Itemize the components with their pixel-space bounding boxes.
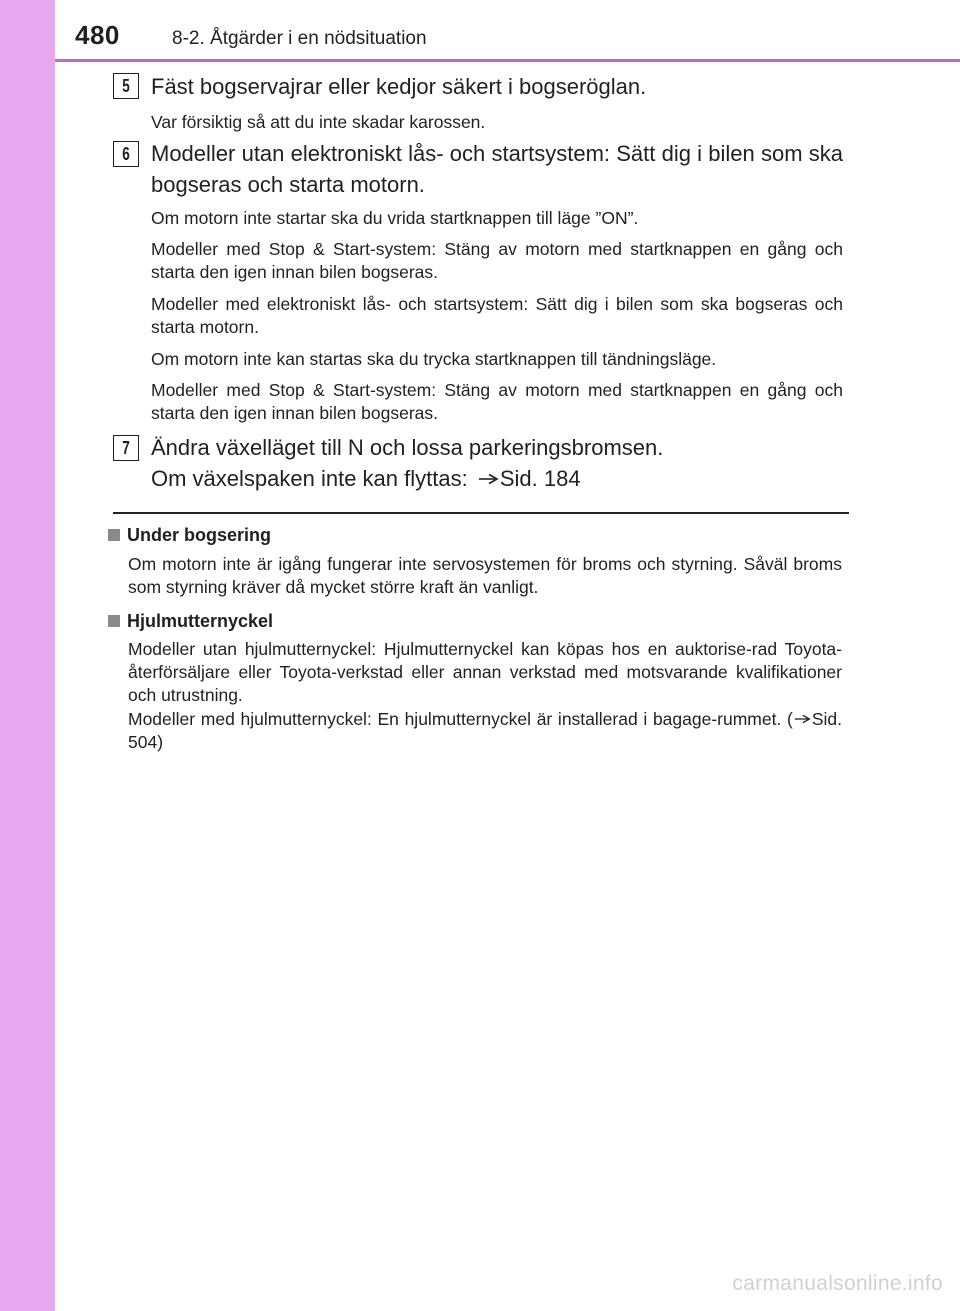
step-note: Modeller med Stop & Start-system: Stäng av motorn med startknappen en gång och starta den igen innan bilen bogseras. [151, 380, 843, 423]
page-number: 480 [75, 20, 120, 50]
arrow-right-icon [794, 714, 811, 724]
step-number-box [113, 141, 139, 167]
note-paragraph [128, 708, 842, 754]
step-note: Om motorn inte kan startas ska du trycka startknappen till tändningsläge. [151, 349, 717, 369]
arrow-right-icon [478, 473, 499, 485]
section-divider [113, 512, 849, 514]
step-number-box [113, 73, 139, 99]
page-reference-link[interactable]: Sid. 504 [128, 708, 842, 752]
section-title: 8-2. Åtgärder i en nödsituation [172, 28, 427, 49]
step-title: Fäst bogservajrar eller kedjor säkert i bogseröglan. [151, 74, 647, 99]
header-rule [55, 59, 960, 62]
step-number-box [113, 435, 139, 461]
side-color-bar [0, 0, 55, 1311]
note-heading-text: Hjulmutternyckel [127, 611, 274, 631]
step-note: Om motorn inte startar ska du vrida startknappen till läge ”ON”. [151, 208, 639, 228]
note-heading-text: Under bogsering [127, 525, 272, 545]
page-reference-link[interactable]: Sid. 184 [499, 466, 581, 491]
watermark: carmanualsonline.info [732, 1272, 943, 1295]
note-body [128, 638, 842, 754]
step-note: Var försiktig så att du inte skadar karossen. [151, 112, 486, 132]
note-paragraph-text: Modeller med hjulmutternyckel: En hjulmutternyckel är installerad i bagage-rummet. ( [128, 708, 793, 729]
note-heading [108, 524, 271, 547]
step-note: Modeller med elektroniskt lås- och startsystem: Sätt dig i bilen som ska bogseras och starta motorn. [151, 294, 843, 337]
note-body: Om motorn inte är igång fungerar inte servosystemen för broms och styrning. Såväl broms som styrning kräver då mycket större kraft än vanligt. [128, 554, 842, 598]
step-number: 5 [122, 76, 130, 96]
step-line-text: Om växelspaken inte kan flyttas: [151, 466, 474, 491]
square-bullet-icon [108, 529, 120, 541]
step-note: Modeller med Stop & Start-system: Stäng av motorn med startknappen en gång och starta den igen innan bilen bogseras. [151, 239, 843, 282]
square-bullet-icon [108, 615, 120, 627]
step-title: Ändra växelläget till N och lossa parkeringsbromsen. [151, 435, 664, 460]
step-number: 6 [122, 144, 130, 164]
note-heading [108, 610, 273, 633]
step-title: Modeller utan elektroniskt lås- och startsystem: Sätt dig i bilen som ska bogseras och starta motorn. [151, 141, 843, 197]
note-paragraph: Modeller utan hjulmutternyckel: Hjulmutternyckel kan köpas hos en auktorise-rad Toyota-återförsäljare eller Toyota-verkstad eller annan verkstad med motsvarande kvalifikationer och utrustning. [128, 639, 842, 706]
step-number: 7 [122, 438, 130, 458]
step-line [151, 463, 843, 494]
note-paragraph-suffix: ) [157, 731, 164, 752]
